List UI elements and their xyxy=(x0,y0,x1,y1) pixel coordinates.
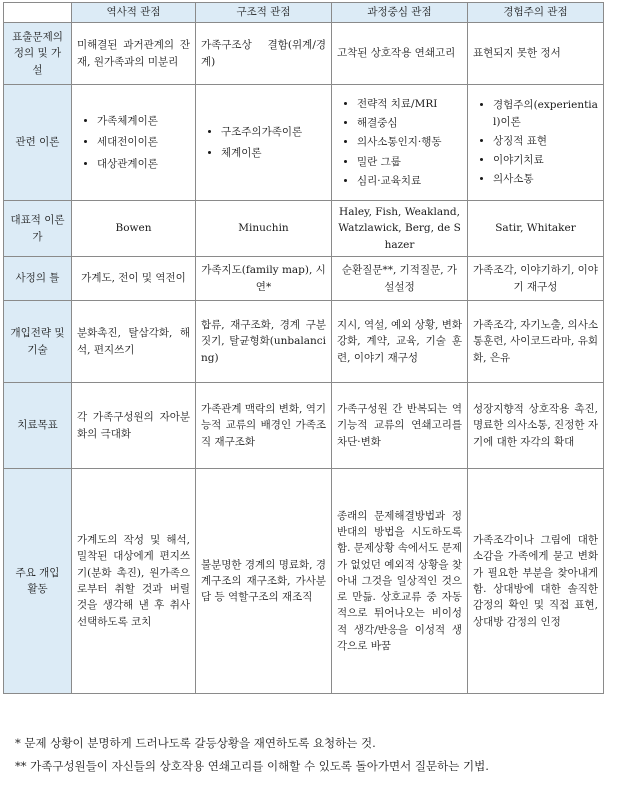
table-row-related-theories xyxy=(4,85,604,201)
row-label: 관련 이론 xyxy=(4,85,72,201)
table-row-problem-definition xyxy=(4,23,604,85)
table-cell: 가족구조상 결함(위계/경계) xyxy=(196,23,332,85)
table-cell: 가계도의 작성 및 해석, 밀착된 대상에게 편지쓰기(분화 촉진), 원가족으로부터 취할 것과 버릴 것을 생각해 낸 후 취사선택하도록 코치 xyxy=(72,469,196,694)
header-process: 과정중심 관점 xyxy=(332,3,468,23)
table-cell: 각 가족구성원의 자아분화의 극대화 xyxy=(72,383,196,469)
table-cell: 표현되지 못한 정서 xyxy=(468,23,604,85)
table-cell: 성장지향적 상호작용 촉진, 명료한 의사소통, 진정한 자기에 대한 자각의 확대 xyxy=(468,383,604,469)
table-cell: 불분명한 경계의 명료화, 경계구조의 재구조화, 가사분담 등 역할구조의 재조직 xyxy=(196,469,332,694)
table-row-treatment-goals xyxy=(4,383,604,469)
family-therapy-comparison-table xyxy=(3,2,604,694)
list-item: • 해결중심 xyxy=(357,115,462,131)
table-cell: Satir, Whitaker xyxy=(468,201,604,257)
table-cell: Haley, Fish, Weakland, Watzlawick, Berg, de Shazer xyxy=(332,201,468,257)
footnotes xyxy=(15,733,615,779)
table-cell: 미해결된 과거관계의 잔재, 원가족과의 미분리 xyxy=(72,23,196,85)
theory-list xyxy=(473,97,598,187)
list-item: • 상징적 표현 xyxy=(493,133,598,149)
theory-list xyxy=(337,96,462,189)
table-cell: 순환질문**, 기적질문, 가설설정 xyxy=(332,257,468,301)
list-item: • 전략적 치료/MRI xyxy=(357,96,462,112)
list-item: • 구조주의가족이론 xyxy=(221,124,326,140)
theory-list xyxy=(77,113,190,172)
header-experiential: 경험주의 관점 xyxy=(468,3,604,23)
list-item: • 대상관계이론 xyxy=(97,156,190,172)
row-label: 표출문제의 정의 및 가설 xyxy=(4,23,72,85)
row-label: 개입전략 및 기술 xyxy=(4,301,72,383)
table-cell: Bowen xyxy=(72,201,196,257)
table-row-intervention-strategy xyxy=(4,301,604,383)
header-historical: 역사적 관점 xyxy=(72,3,196,23)
table-cell: 종래의 문제해결방법과 정반대의 방법을 시도하도록 함. 문제상황 속에서도 문제가 없었던 예외적 상황을 찾아내 그것을 일상적인 것으로 만듦. 상호교류 중 자동적으로 튀어나오는 비이성적 생각/반응을 이성적 생각으로 바꿈 xyxy=(332,469,468,694)
table-cell xyxy=(332,85,468,201)
list-item: • 이야기치료 xyxy=(493,152,598,168)
table-cell: 분화촉진, 탈삼각화, 해석, 편지쓰기 xyxy=(72,301,196,383)
table-cell: 가족조각이나 그림에 대한 소감을 가족에게 묻고 변화가 필요한 부분을 찾아내게 함. 상대방에 대한 솔직한 감정의 확인 및 직접 표현, 상대방 감정의 인정 xyxy=(468,469,604,694)
row-label: 사정의 틀 xyxy=(4,257,72,301)
footnote: * 문제 상황이 분명하게 드러나도록 갈등상황을 재연하도록 요청하는 것. xyxy=(15,736,376,750)
table-row-assessment-frame xyxy=(4,257,604,301)
table-cell: 지시, 역설, 예외 상황, 변화 강화, 계약, 교육, 기술 훈련, 이야기 재구성 xyxy=(332,301,468,383)
table-cell: 가족구성원 간 반복되는 역기능적 교류의 연쇄고리를 차단·변화 xyxy=(332,383,468,469)
theory-list xyxy=(201,124,326,162)
header-corner-cell xyxy=(4,3,72,23)
row-label: 치료목표 xyxy=(4,383,72,469)
table-row-main-interventions xyxy=(4,469,604,694)
row-label: 대표적 이론가 xyxy=(4,201,72,257)
table-cell: 가족조각, 이야기하기, 이야기 재구성 xyxy=(468,257,604,301)
list-item: • 밀란 그룹 xyxy=(357,154,462,170)
table-cell: Minuchin xyxy=(196,201,332,257)
list-item: • 세대전이이론 xyxy=(97,134,190,150)
table-row-theorists xyxy=(4,201,604,257)
table-cell: 가족관계 맥락의 변화, 역기능적 교류의 배경인 가족조직 재구조화 xyxy=(196,383,332,469)
list-item: • 가족체계이론 xyxy=(97,113,190,129)
table-cell: 합류, 재구조화, 경계 구분짓기, 탈균형화(unbalancing) xyxy=(196,301,332,383)
table-cell: 가족조각, 자기노출, 의사소통훈련, 사이코드라마, 유회화, 은유 xyxy=(468,301,604,383)
table-cell xyxy=(196,85,332,201)
table-cell: 가족지도(family map), 시연* xyxy=(196,257,332,301)
table-cell xyxy=(72,85,196,201)
list-item: • 의사소통 xyxy=(493,171,598,187)
list-item: • 의사소통인지·행동 xyxy=(357,134,462,150)
header-structural: 구조적 관점 xyxy=(196,3,332,23)
table-cell: 가계도, 전이 및 역전이 xyxy=(72,257,196,301)
footnote: ** 가족구성원들이 자신들의 상호작용 연쇄고리를 이해할 수 있도록 돌아가면서 질문하는 기법. xyxy=(15,758,489,773)
list-item: • 경험주의(experiential)이론 xyxy=(493,97,598,130)
row-label: 주요 개입 활동 xyxy=(4,469,72,694)
table-cell xyxy=(468,85,604,201)
table-cell: 고착된 상호작용 연쇄고리 xyxy=(332,23,468,85)
list-item: • 체계이론 xyxy=(221,145,326,161)
list-item: • 심리·교육치료 xyxy=(357,173,462,189)
header-row xyxy=(4,3,604,23)
